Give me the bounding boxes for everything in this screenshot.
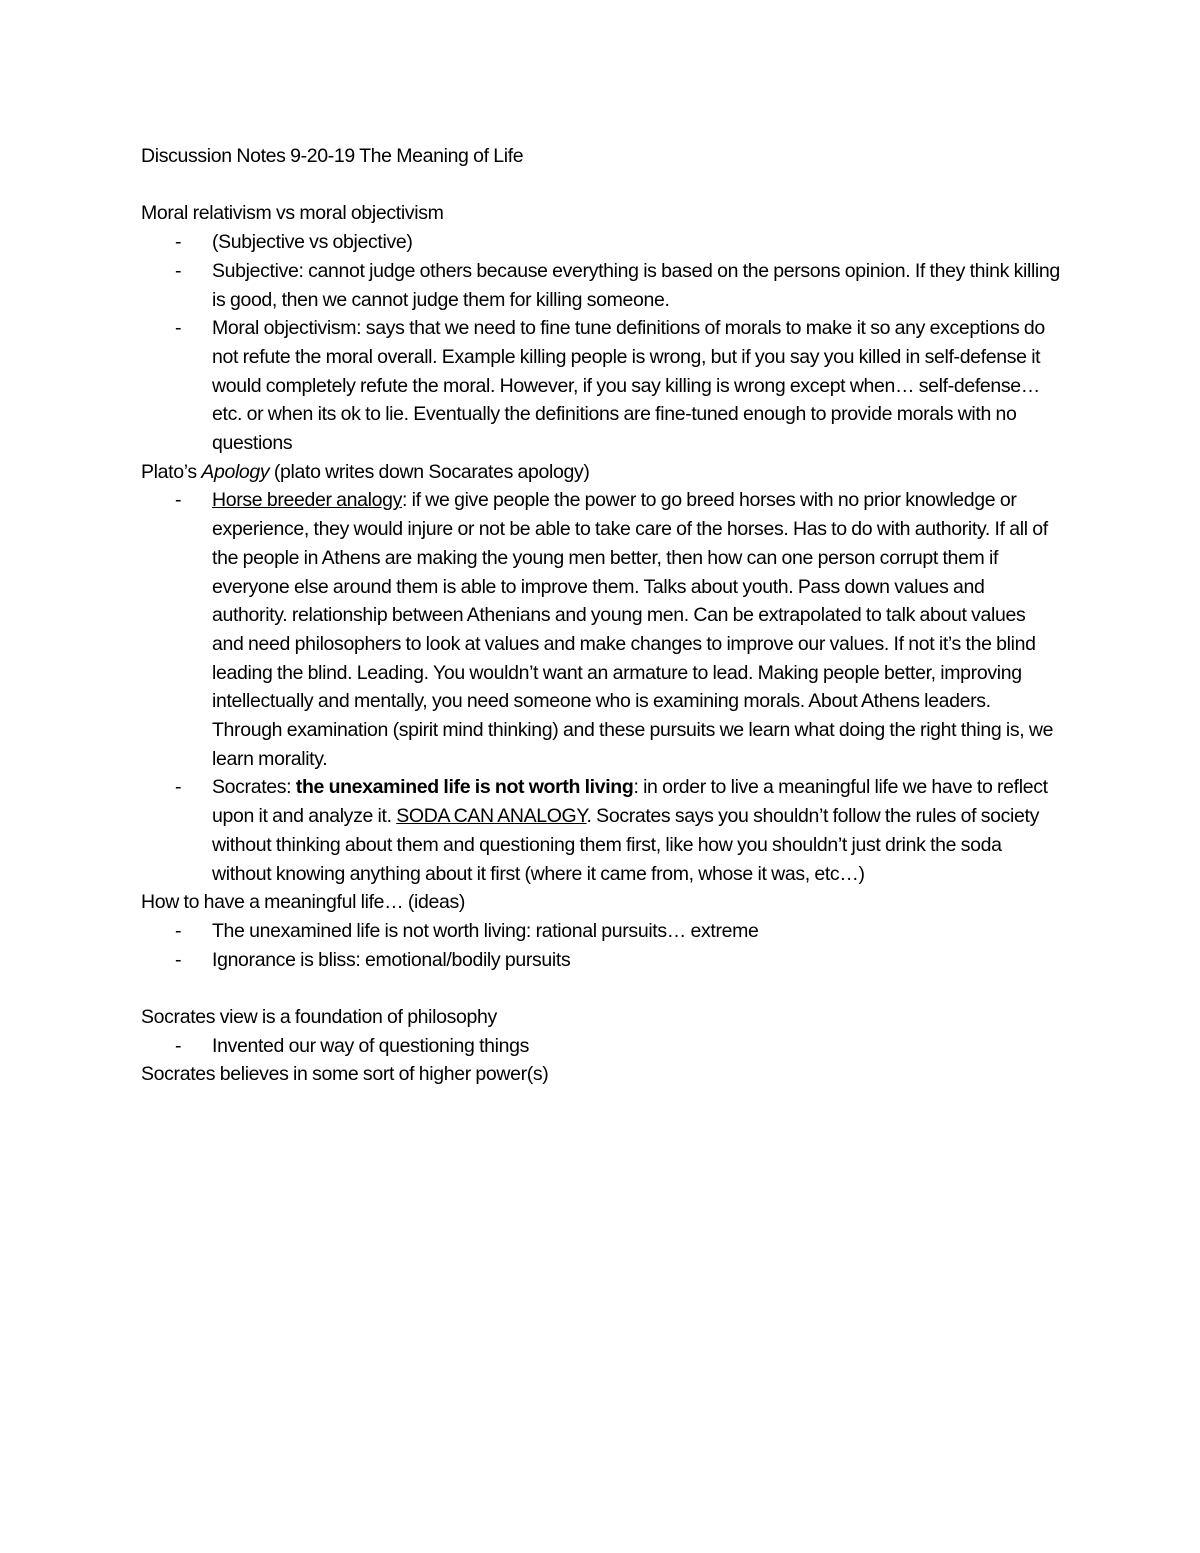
document-body: [141, 142, 1061, 1089]
list-item: - Subjective: cannot judge others because everything is based on the persons opinion. If they think killing is good, then we cannot judge them for killing someone.: [141, 257, 1061, 314]
unexamined-life-quote: the unexamined life is not worth living: [295, 776, 634, 799]
section-heading-socrates-view: Socrates view is a foundation of philosophy: [141, 1006, 497, 1029]
item-text: : if we give people the power to go breed horses with no prior knowledge or experience, they would injure or not be able to take care of the horses. Has to do with authority. If all of the people in Athens are making the young men better, then how can one person corrupt them if everyone else around them is able to improve them. Talks about youth. Pass down values and authority. relationship between Athenians and young men. Can be extrapolated to talk about values and need philosophers to look at values and make changes to improve our values. If not it’s the blind leading the blind. Leading. You wouldn’t want an armature to lead. Making people better, improving intellectually and mentally, you need someone who is examining morals. About Athens leaders. Through examination (spirit mind thinking) and these pursuits we learn what doing the right thing is, we learn morality.: [212, 489, 1054, 770]
blank-line: [141, 171, 1061, 200]
list-item: - Moral objectivism: says that we need to fine tune definitions of morals to make it so any exceptions do not refute the moral overall. Example killing people is wrong, but if you say you killed in self-defense it would completely refute the moral. However, if you say killing is wrong except when… self-defense… etc. or when its ok to lie. Eventually the definitions are fine-tuned enough to provide morals with no questions: [141, 314, 1061, 458]
section-heading-moral: Moral relativism vs moral objectivism: [141, 202, 444, 225]
closing-line: Socrates believes in some sort of higher power(s): [141, 1063, 549, 1086]
list-item: [141, 773, 1061, 888]
list-item: [141, 486, 1061, 773]
soda-can-analogy-label: SODA CAN ANALOGY: [396, 805, 587, 828]
list-item: - Invented our way of questioning things: [141, 1032, 1061, 1061]
list-apology: [141, 486, 1061, 888]
blank-line: [141, 974, 1061, 1003]
section-heading-apology: [141, 458, 1061, 487]
list-item: - The unexamined life is not worth living: rational pursuits… extreme: [141, 917, 1061, 946]
item-text: . Socrates says you shouldn’t follow the rules of society without thinking about them and questioning them first, like how you shouldn’t just drink the soda without knowing anything about it first (where it came from, whose it was, etc…): [212, 805, 1039, 885]
heading-text: (plato writes down Socarates apology): [269, 460, 590, 483]
list-moral: [141, 228, 1061, 458]
page-title: Discussion Notes 9-20-19 The Meaning of Life: [141, 145, 524, 167]
list-item: - Ignorance is bliss: emotional/bodily pursuits: [141, 946, 1061, 975]
heading-text: Plato’s: [141, 460, 202, 483]
apology-italic: Apology: [201, 460, 270, 483]
horse-breeder-analogy-label: Horse breeder analogy: [212, 489, 403, 512]
list-item: - (Subjective vs objective): [141, 228, 1061, 257]
section-heading-meaningful-life: How to have a meaningful life… (ideas): [141, 891, 466, 914]
list-socrates-view: [141, 1032, 1061, 1061]
item-text: Socrates:: [212, 776, 296, 799]
item-text: : in order to live a meaningful life we have to reflect upon it and analyze it.: [212, 776, 1048, 828]
list-meaningful-life: [141, 917, 1061, 974]
